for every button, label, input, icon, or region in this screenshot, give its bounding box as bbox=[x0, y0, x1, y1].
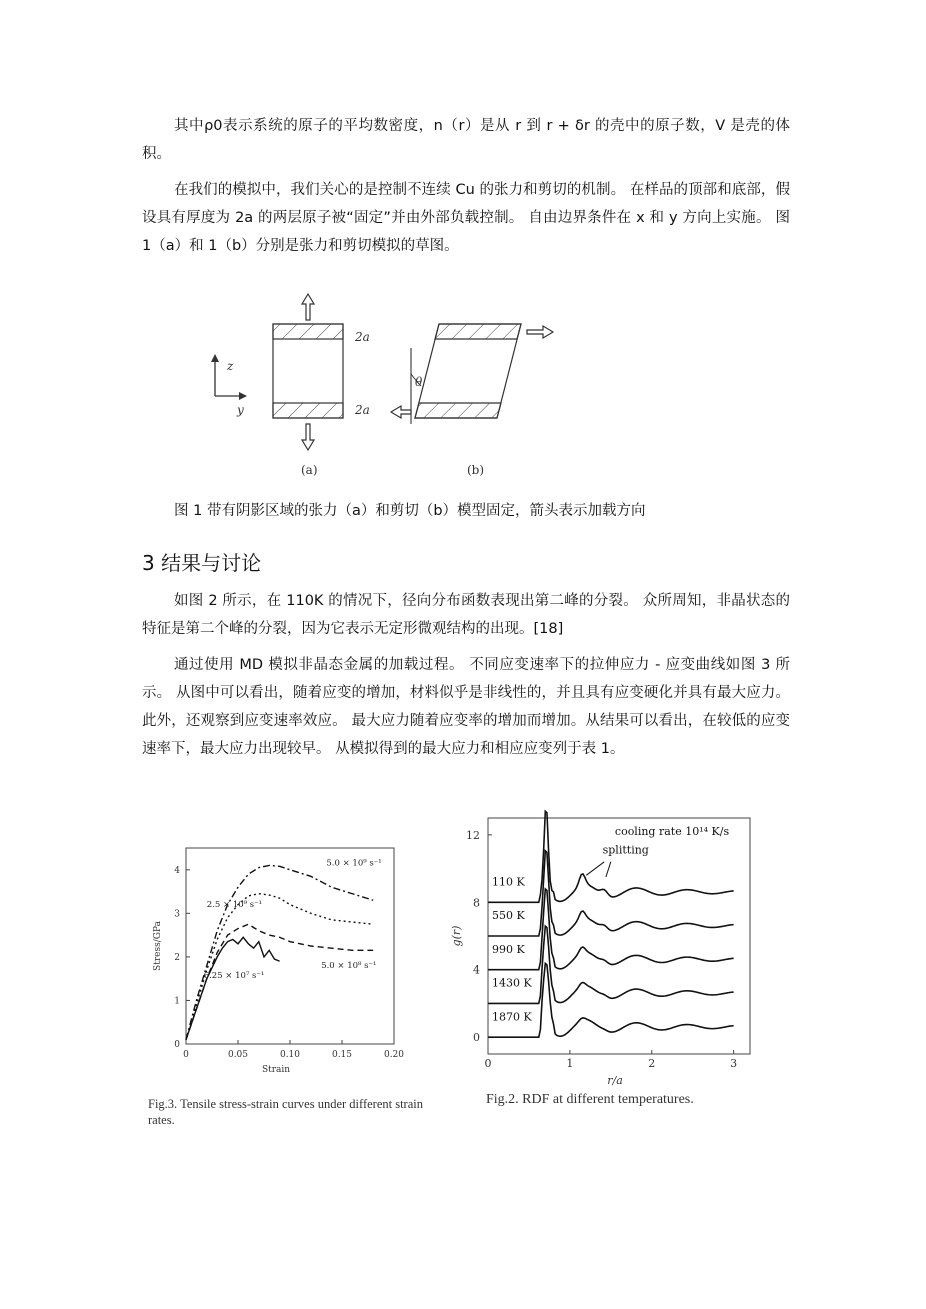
series-line bbox=[186, 937, 280, 1039]
axis-z-label: z bbox=[227, 359, 234, 373]
figure-1-caption: 图 1 带有阴影区域的张力（a）和剪切（b）模型固定，箭头表示加载方向 bbox=[174, 503, 646, 519]
y-axis-label: Stress/GPa bbox=[153, 921, 163, 971]
y-tick-label: 4 bbox=[174, 865, 180, 876]
y-tick-label: 3 bbox=[174, 909, 180, 920]
x-tick-label: 0.20 bbox=[383, 1050, 405, 1060]
paragraph-rdf: 如图 2 所示，在 110K 的情况下，径向分布函数表现出第二峰的分裂。 众所周知，非晶状态的特征是第二个峰的分裂，因为它表示无定形微观结构的出现。[18] bbox=[142, 593, 790, 637]
series-label: 1870 K bbox=[492, 1010, 532, 1024]
paragraph-simulation-setup: 在我们的模拟中，我们关心的是控制不连续 Cu 的张力和剪切的机制。 在样品的顶部和底部，假设具有厚度为 2a 的两层原子被“固定”并由外部负载控制。 自由边界条件在 x 和 y 方向上实施。 图 1（a）和 1（b）分别是张力和剪切模拟的草图。 bbox=[142, 182, 790, 254]
label-2a-bottom: 2a bbox=[355, 403, 370, 417]
paragraph-density-definition: 其中ρ0表示系统的原子的平均数密度，n（r）是从 r 到 r + δr 的壳中的原子数，V 是壳的体积。 bbox=[142, 118, 790, 162]
y-tick-label: 12 bbox=[466, 828, 480, 842]
x-tick-label: 0 bbox=[183, 1050, 189, 1060]
figure-3-caption: Fig.3. Tensile stress-strain curves under different strain rates. bbox=[148, 1097, 423, 1127]
x-tick-label: 2 bbox=[648, 1057, 656, 1070]
y-tick-label: 0 bbox=[174, 1040, 180, 1050]
y-tick-label: 2 bbox=[174, 952, 180, 963]
x-tick-label: 0.05 bbox=[227, 1050, 249, 1060]
series-label: 6.25 × 10⁷ s⁻¹ bbox=[203, 970, 265, 981]
x-axis-label: r/a bbox=[607, 1074, 623, 1087]
series-line bbox=[186, 924, 373, 1039]
label-a: (a) bbox=[301, 463, 318, 477]
rdf-series-line bbox=[488, 963, 734, 1037]
paragraph-loading: 通过使用 MD 模拟非晶态金属的加载过程。 不同应变速率下的拉伸应力 - 应变曲线如图 3 所示。 从图中可以看出，随着应变的增加，材料似乎是非线性的，并且具有应变硬化并具有最大应力。 此外，还观察到应变速率效应。 最大应力随着应变率的增加而增加。从结果可以看出，在较低的应变速率下，最大应力出现较早。 从模拟得到的最大应力和相应应变列于表 1。 bbox=[142, 657, 790, 757]
annotation-splitting: splitting bbox=[602, 843, 649, 857]
series-label: 110 K bbox=[492, 875, 525, 889]
left-arrow-icon bbox=[391, 406, 411, 418]
angle-theta-label: θ bbox=[415, 375, 423, 389]
label-2a-top: 2a bbox=[355, 330, 370, 344]
rdf-series-line bbox=[488, 851, 734, 936]
x-tick-label: 0 bbox=[484, 1057, 492, 1070]
y-tick-label: 0 bbox=[473, 1031, 480, 1045]
up-arrow-icon bbox=[302, 294, 314, 320]
y-axis-label: g(r) bbox=[450, 925, 463, 947]
series-label: 5.0 × 10⁹ s⁻¹ bbox=[326, 858, 382, 869]
series-label: 1430 K bbox=[492, 976, 532, 990]
x-tick-label: 0.10 bbox=[279, 1050, 301, 1060]
series-label: 990 K bbox=[492, 942, 525, 956]
shear-model bbox=[391, 324, 553, 477]
down-arrow-icon bbox=[302, 424, 314, 450]
x-tick-label: 0.15 bbox=[331, 1050, 353, 1060]
splitting-arrow-2 bbox=[606, 862, 611, 877]
y-tick-label: 4 bbox=[473, 963, 480, 977]
series-label: 550 K bbox=[492, 909, 525, 923]
splitting-arrow-1 bbox=[586, 862, 604, 875]
series-label: 5.0 × 10⁸ s⁻¹ bbox=[321, 960, 377, 971]
plot-frame bbox=[186, 848, 394, 1044]
series-label: 2.5 × 10⁹ s⁻¹ bbox=[206, 899, 263, 910]
axes-glyph bbox=[211, 354, 247, 417]
rdf-chart bbox=[448, 812, 768, 1087]
y-tick-label: 1 bbox=[174, 996, 180, 1007]
x-tick-label: 3 bbox=[730, 1057, 738, 1070]
figure-1-sketch bbox=[195, 290, 575, 485]
x-axis-label: Strain bbox=[261, 1065, 291, 1075]
figure-2-caption: Fig.2. RDF at different temperatures. bbox=[486, 1092, 694, 1107]
rdf-series-line bbox=[488, 889, 734, 970]
stress-strain-chart bbox=[148, 840, 418, 1080]
axis-y-label: y bbox=[237, 403, 244, 417]
series-line bbox=[186, 865, 373, 1039]
right-arrow-icon bbox=[527, 326, 553, 338]
section-heading: 3 结果与讨论 bbox=[142, 551, 262, 575]
y-tick-label: 8 bbox=[473, 896, 480, 910]
annotation-cooling-rate: cooling rate 10¹⁴ K/s bbox=[614, 824, 730, 838]
tension-model bbox=[273, 294, 370, 477]
label-b: (b) bbox=[467, 463, 485, 477]
x-tick-label: 1 bbox=[566, 1057, 574, 1070]
